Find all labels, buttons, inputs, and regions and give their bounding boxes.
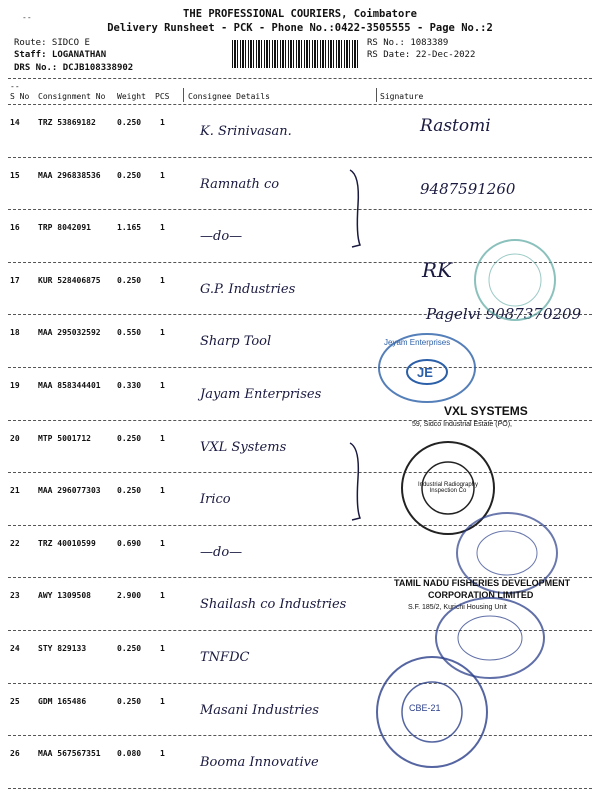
- signature-15: 9487591260: [420, 180, 516, 198]
- row-pcs: 1: [160, 591, 165, 601]
- row-weight: 0.250: [117, 486, 142, 496]
- row-consignee: Ramnath co: [200, 176, 280, 192]
- row-weight: 0.250: [117, 696, 142, 706]
- row-consignment: TRP 8042091: [38, 223, 91, 233]
- col-header-sno: S No: [10, 92, 30, 101]
- row-weight: 2.900: [117, 591, 142, 601]
- row-consignment: MAA 295032592: [38, 328, 101, 338]
- stamp-vxl: VXL SYSTEMS: [444, 404, 528, 418]
- row-sno: 23: [10, 591, 20, 601]
- stamp-tnfdc-3: S.F. 185/2, Kurichi Housing Unit: [408, 604, 507, 611]
- divider: [8, 104, 592, 105]
- row-sno: 24: [10, 644, 20, 653]
- row-pcs: 1: [160, 749, 165, 759]
- row-pcs: 1: [160, 381, 165, 390]
- row-consignee: Sharp Tool: [200, 334, 272, 350]
- row-consignee: Jayam Enterprises: [200, 387, 322, 402]
- company-name: THE PROFESSIONAL COURIERS, Coimbatore: [183, 8, 417, 20]
- row-pcs: 1: [160, 118, 165, 127]
- divider: [8, 788, 592, 789]
- col-header-pcs: PCS: [155, 92, 170, 101]
- row-consignment: AWY 1309508: [38, 591, 91, 601]
- signature-14: Rastomi: [420, 116, 491, 136]
- row-pcs: 1: [160, 328, 165, 338]
- divider: [376, 88, 377, 102]
- row-consignee: —do—: [200, 544, 243, 560]
- row-weight: 0.330: [117, 381, 142, 390]
- drs-label: DRS No.: DCJB108338902: [14, 63, 134, 73]
- row-consignment: MAA 296077303: [38, 486, 101, 496]
- row-consignee: —do—: [200, 229, 243, 245]
- corner-mark: --: [22, 13, 32, 22]
- row-consignment: STY 829133: [38, 644, 87, 653]
- row-weight: 0.250: [117, 170, 142, 180]
- barcode: [232, 40, 358, 68]
- row-consignee: K. Srinivasan.: [200, 124, 292, 139]
- row-consignee: VXL Systems: [200, 439, 287, 455]
- col-header-weight: Weight: [117, 92, 146, 101]
- row-sno: 16: [10, 223, 20, 233]
- row-consignee: Booma Innovative: [200, 755, 319, 771]
- stamp-vxl-address: 59, Sidco Industrial Estate (PO),: [412, 421, 512, 428]
- row-consignment: MAA 858344401: [38, 381, 101, 390]
- divider: [183, 88, 184, 102]
- col-header-consignee: Consignee Details: [188, 92, 270, 101]
- row-consignee: Irico: [200, 492, 231, 508]
- stamp-tnfdc-1: TAMIL NADU FISHERIES DEVELOPMENT: [394, 578, 571, 588]
- row-weight: 0.250: [117, 644, 142, 653]
- stamp-inspection-text: Industrial Radiography Inspection Co: [417, 482, 479, 494]
- stamp-je-text: JE: [417, 365, 433, 380]
- row-pcs: 1: [160, 538, 165, 548]
- row-consignee: TNFDC: [200, 650, 250, 665]
- row-sno: 21: [10, 486, 20, 496]
- row-pcs: 1: [160, 275, 165, 285]
- row-weight: 0.080: [117, 749, 142, 759]
- brace-mark: [340, 438, 370, 528]
- row-consignment: MAA 567567351: [38, 749, 101, 759]
- row-sno: 22: [10, 538, 20, 548]
- stamp-tnfdc-2: CORPORATION LIMITED: [428, 590, 534, 600]
- row-consignee: Masani Industries: [200, 702, 319, 718]
- rs-number: RS No.: 1083389: [367, 38, 449, 48]
- row-consignment: GDM 165486: [38, 696, 87, 706]
- row-sno: 14: [10, 118, 20, 127]
- col-header-consignment: Consignment No: [38, 92, 106, 101]
- stamp-jeyam-text: Jeyam Enterprises: [384, 338, 451, 347]
- row-sno: 15: [10, 170, 20, 180]
- signature-17: RK: [422, 258, 452, 282]
- col-header-signature: Signature: [380, 92, 424, 101]
- row-consignment: KUR 528406875: [38, 275, 101, 285]
- row-weight: 0.550: [117, 328, 142, 338]
- row-consignment: MTP 5001712: [38, 433, 91, 443]
- row-weight: 0.250: [117, 433, 142, 443]
- corner-mark: --: [10, 82, 20, 91]
- divider: [8, 735, 592, 736]
- row-sno: 20: [10, 433, 20, 443]
- row-consignee: Shailash co Industries: [200, 597, 347, 613]
- row-pcs: 1: [160, 644, 165, 653]
- rs-date: RS Date: 22-Dec-2022: [367, 50, 476, 60]
- divider: [8, 157, 592, 158]
- row-weight: 0.690: [117, 538, 142, 548]
- row-weight: 0.250: [117, 118, 142, 127]
- row-sno: 18: [10, 328, 20, 338]
- row-weight: 0.250: [117, 275, 142, 285]
- divider: [8, 472, 592, 473]
- row-consignment: TRZ 40010599: [38, 538, 96, 548]
- route-label: Route: SIDCO E: [14, 38, 90, 48]
- runsheet-title: Delivery Runsheet - PCK - Phone No.:0422-3505555 - Page No.:2: [107, 22, 493, 34]
- row-weight: 1.165: [117, 223, 142, 233]
- row-sno: 25: [10, 696, 20, 706]
- row-consignment: MAA 296838536: [38, 170, 101, 180]
- row-pcs: 1: [160, 170, 165, 180]
- row-consignment: TRZ 53869182: [38, 118, 96, 127]
- signature-18: Pagelvi 9087370209: [426, 305, 582, 323]
- row-consignee: G.P. Industries: [200, 281, 296, 297]
- divider: [8, 209, 592, 210]
- divider: [8, 367, 592, 368]
- stamp-cbe21: CBE-21: [409, 703, 441, 713]
- divider: [8, 78, 592, 79]
- brace-mark: [340, 165, 370, 255]
- row-pcs: 1: [160, 486, 165, 496]
- staff-label: Staff: LOGANATHAN: [14, 50, 107, 60]
- row-pcs: 1: [160, 696, 165, 706]
- stamp-gp: [450, 235, 560, 325]
- row-sno: 19: [10, 381, 20, 390]
- row-sno: 17: [10, 275, 20, 285]
- row-pcs: 1: [160, 433, 165, 443]
- row-pcs: 1: [160, 223, 165, 233]
- row-sno: 26: [10, 749, 20, 759]
